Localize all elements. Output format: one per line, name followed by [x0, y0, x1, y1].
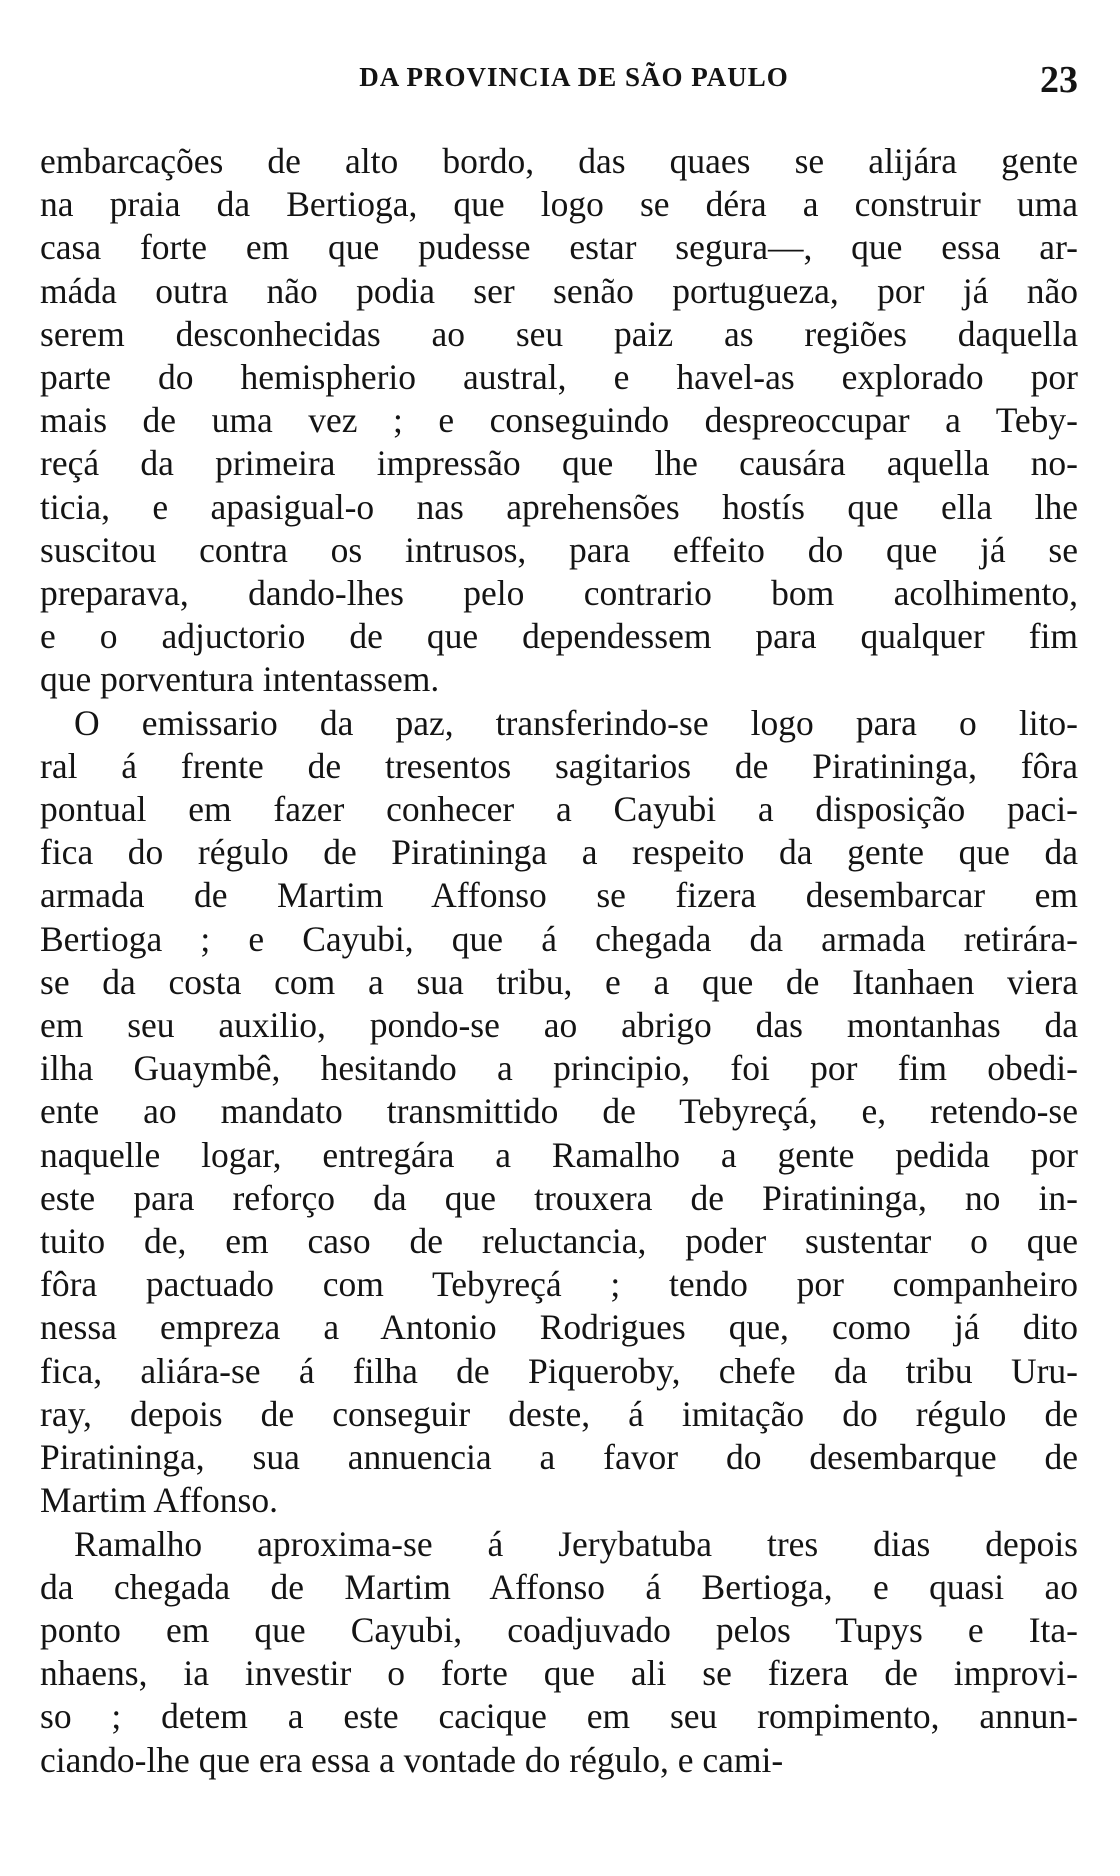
paragraph-1	[40, 140, 1078, 702]
text-line: se da costa com a sua tribu, e a que de Itanhaen viera	[40, 961, 1078, 1002]
text-line: Martim Affonso.	[40, 1480, 278, 1521]
page-number: 23	[1040, 59, 1078, 101]
text-line: preparava, dando-lhes pelo contrario bom acolhimento,	[40, 573, 1078, 614]
text-line: so ; detem a este cacique em seu rompimento, annun-	[40, 1696, 1078, 1737]
text-line: Piratininga, sua annuencia a favor do desembarque de	[40, 1437, 1078, 1478]
text-line: fica do régulo de Piratininga a respeito da gente que da	[40, 832, 1078, 873]
text-line: em seu auxilio, pondo-se ao abrigo das montanhas da	[40, 1005, 1078, 1046]
text-line: da chegada de Martim Affonso á Bertioga, e quasi ao	[40, 1566, 1078, 1607]
text-line: ticia, e apasigual-o nas aprehensões hostís que ella lhe	[40, 486, 1078, 527]
text-line: ciando-lhe que era essa a vontade do régulo, e cami-	[40, 1739, 784, 1780]
text-line: O emissario da paz, transferindo-se logo para o lito-	[74, 702, 1078, 743]
body-text	[40, 140, 1078, 1782]
text-line: que porventura intentassem.	[40, 659, 440, 700]
text-line: e o adjuctorio de que dependessem para qualquer fim	[40, 616, 1078, 657]
text-line: Bertioga ; e Cayubi, que á chegada da armada retirára-	[40, 918, 1078, 959]
text-line: este para reforço da que trouxera de Piratininga, no in-	[40, 1177, 1078, 1218]
text-line: fôra pactuado com Tebyreçá ; tendo por companheiro	[40, 1264, 1078, 1305]
text-line: ente ao mandato transmittido de Tebyreçá, e, retendo-se	[40, 1091, 1078, 1132]
text-line: Ramalho aproxima-se á Jerybatuba tres dias depois	[74, 1523, 1078, 1564]
text-line: parte do hemispherio austral, e havel-as explorado por	[40, 357, 1078, 398]
text-line: armada de Martim Affonso se fizera desembarcar em	[40, 875, 1078, 916]
text-line: serem desconhecidas ao seu paiz as regiões daquella	[40, 313, 1078, 354]
paragraph-3	[40, 1523, 1078, 1782]
text-line: naquelle logar, entregára a Ramalho a gente pedida por	[40, 1134, 1078, 1175]
text-line: reçá da primeira impressão que lhe causára aquella no-	[40, 443, 1078, 484]
text-line: tuito de, em caso de reluctancia, poder sustentar o que	[40, 1221, 1078, 1262]
text-line: ral á frente de tresentos sagitarios de Piratininga, fôra	[40, 745, 1078, 786]
text-line: nhaens, ia investir o forte que ali se fizera de improvi-	[40, 1653, 1078, 1694]
running-head: DA PROVINCIA DE SÃO PAULO	[359, 62, 789, 92]
text-line: pontual em fazer conhecer a Cayubi a disposição paci-	[40, 789, 1078, 830]
text-line: nessa empreza a Antonio Rodrigues que, como já dito	[40, 1307, 1078, 1348]
text-line: máda outra não podia ser senão portugueza, por já não	[40, 270, 1078, 311]
text-line: fica, aliára-se á filha de Piqueroby, chefe da tribu Uru-	[40, 1350, 1078, 1391]
text-line: ponto em que Cayubi, coadjuvado pelos Tupys e Ita-	[40, 1609, 1078, 1650]
text-line: casa forte em que pudesse estar segura—, que essa ar-	[40, 227, 1078, 268]
text-line: suscitou contra os intrusos, para effeito do que já se	[40, 529, 1078, 570]
paragraph-2	[40, 702, 1078, 1523]
text-line: embarcações de alto bordo, das quaes se alijára gente	[40, 141, 1078, 181]
text-line: ilha Guaymbê, hesitando a principio, foi por fim obedi-	[40, 1048, 1078, 1089]
text-line: na praia da Bertioga, que logo se déra a construir uma	[40, 184, 1078, 225]
page-header	[40, 58, 1078, 102]
text-line: mais de uma vez ; e conseguindo despreoccupar a Teby-	[40, 400, 1078, 441]
text-line: ray, depois de conseguir deste, á imitação do régulo de	[40, 1393, 1078, 1434]
